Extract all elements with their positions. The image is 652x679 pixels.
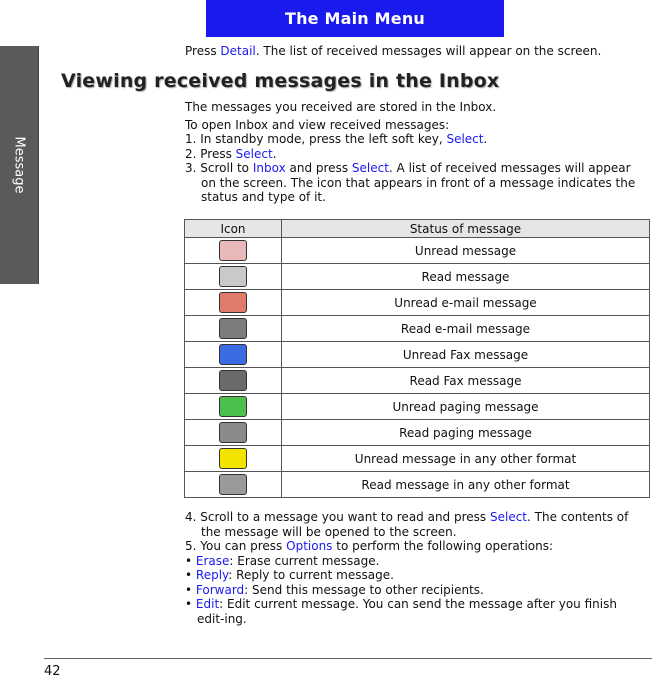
erase-desc: : Erase current message. xyxy=(229,553,380,568)
unread-paging-icon xyxy=(219,396,247,417)
step-5-end: to perform the following operations: xyxy=(332,539,554,553)
options-key: Options xyxy=(286,539,333,553)
select-key: Select xyxy=(489,510,528,524)
table-row xyxy=(185,394,650,420)
step-2-end: . xyxy=(272,146,277,161)
message-side-tab xyxy=(0,46,39,284)
header-status: Status of message xyxy=(282,220,650,238)
footer-divider xyxy=(44,658,652,659)
table-row xyxy=(185,420,650,446)
more-instructions xyxy=(185,510,647,626)
step-4-end: . The contents of the message will be opened to the screen. xyxy=(201,510,629,539)
icon-cell xyxy=(185,446,282,472)
bullet-edit: • Edit: Edit current message. You can send the message after you finish edit-ing. xyxy=(185,597,617,626)
bullet-erase: • Erase: Erase current message. xyxy=(185,553,380,568)
step-1 xyxy=(185,132,647,147)
icon-cell xyxy=(185,238,282,264)
step-4 xyxy=(185,510,647,539)
table-row xyxy=(185,342,650,368)
select-key: Select xyxy=(235,146,273,161)
table-row xyxy=(185,316,650,342)
bullet-reply: • Reply: Reply to current message. xyxy=(185,568,394,582)
icon-cell xyxy=(185,368,282,394)
status-cell: Read message xyxy=(282,264,650,290)
table-row xyxy=(185,472,650,498)
unread-message-icon xyxy=(219,240,247,261)
para-line2: To open Inbox and view received messages: xyxy=(185,117,450,132)
message-icon-table xyxy=(184,219,650,498)
icon-cell xyxy=(185,472,282,498)
step-1-end: . xyxy=(483,132,488,146)
status-cell: Read message in any other format xyxy=(282,472,650,498)
status-cell: Unread e-mail message xyxy=(282,290,650,316)
read-fax-icon xyxy=(219,370,247,391)
table-row xyxy=(185,290,650,316)
icon-cell xyxy=(185,420,282,446)
edit-option: Edit xyxy=(195,597,220,611)
step-1-text: 1. In standby mode, press the left soft key, xyxy=(185,132,447,146)
step-4-text: 4. Scroll to a message you want to read and press xyxy=(185,510,490,524)
inbox-menu: Inbox xyxy=(252,161,286,175)
banner-title: The Main Menu xyxy=(284,9,426,28)
unread-other-format-icon xyxy=(219,448,247,469)
forward-option: Forward xyxy=(195,582,245,597)
bullet-forward: • Forward: Send this message to other recipients. xyxy=(185,582,484,597)
para-line1: The messages you received are stored in the Inbox. xyxy=(185,100,497,114)
main-menu-banner xyxy=(206,0,504,37)
step-3-text: 3. Scroll to xyxy=(185,161,253,175)
status-cell: Unread paging message xyxy=(282,394,650,420)
select-key: Select xyxy=(351,161,389,175)
step-3 xyxy=(185,161,647,205)
icon-cell xyxy=(185,342,282,368)
read-paging-icon xyxy=(219,422,247,443)
read-other-format-icon xyxy=(219,474,247,495)
forward-desc: : Send this message to other recipients. xyxy=(244,582,484,597)
detail-key: Detail xyxy=(220,44,256,58)
status-cell: Unread message in any other format xyxy=(282,446,650,472)
read-message-icon xyxy=(219,266,247,287)
step-2-text: 2. Press xyxy=(185,146,236,161)
intro-line xyxy=(185,44,601,59)
side-tab-label: Message xyxy=(11,136,27,194)
icon-cell xyxy=(185,316,282,342)
header-icon: Icon xyxy=(185,220,282,238)
intro-rest: . The list of received messages will appear on the screen. xyxy=(255,44,602,58)
icon-cell xyxy=(185,264,282,290)
table-row xyxy=(185,446,650,472)
step-2 xyxy=(185,147,647,162)
edit-desc: : Edit current message. You can send the message after you finish edit-ing. xyxy=(197,597,617,626)
table-row xyxy=(185,238,650,264)
reply-desc: : Reply to current message. xyxy=(228,568,394,582)
table-row xyxy=(185,264,650,290)
instructions xyxy=(185,100,647,205)
step-5 xyxy=(185,539,647,554)
status-cell: Read Fax message xyxy=(282,368,650,394)
icon-cell xyxy=(185,290,282,316)
status-cell: Unread message xyxy=(282,238,650,264)
page-number: 42 xyxy=(44,664,61,679)
intro-text: Press xyxy=(185,44,221,58)
step-3-mid: and press xyxy=(285,161,352,175)
table-row xyxy=(185,368,650,394)
step-3-end: . A list of received messages will appear on the screen. The icon that appears in front of a message indicates the status and type of it. xyxy=(201,161,636,204)
icon-cell xyxy=(185,394,282,420)
reply-option: Reply xyxy=(195,568,229,582)
erase-option: Erase xyxy=(195,553,230,568)
unread-email-icon xyxy=(219,292,247,313)
select-key: Select xyxy=(446,132,484,146)
unread-fax-icon xyxy=(219,344,247,365)
read-email-icon xyxy=(219,318,247,339)
status-cell: Read e-mail message xyxy=(282,316,650,342)
step-5-text: 5. You can press xyxy=(185,539,287,553)
status-cell: Read paging message xyxy=(282,420,650,446)
table-header-row xyxy=(185,220,650,238)
section-heading: Viewing received messages in the Inbox xyxy=(61,70,500,92)
status-cell: Unread Fax message xyxy=(282,342,650,368)
